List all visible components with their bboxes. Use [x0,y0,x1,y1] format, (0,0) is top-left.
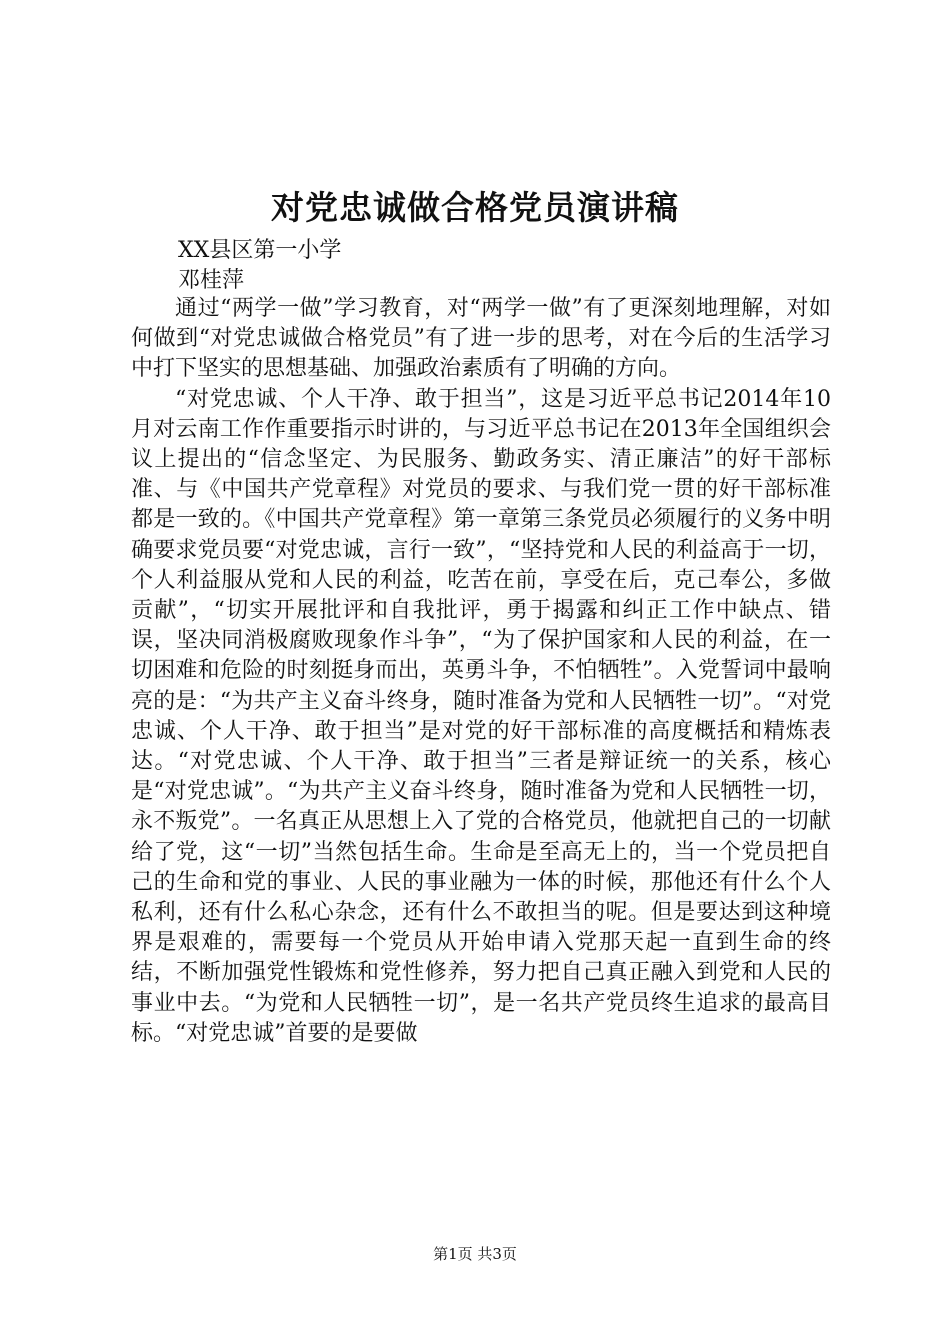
page-footer: 第1页 共3页 [433,1245,517,1263]
document-body [131,294,831,1049]
body-paragraph: 通过“两学一做”学习教育，对“两学一做”有了更深刻地理解，对如何做到“对党忠诚做合格党员”有了进一步的思考，对在今后的生活学习中打下坚实的思想基础、加强政治素质有了明确的方向。 [131,296,831,382]
document-title: 对党忠诚做合格党员演讲稿 [271,188,679,227]
organization-line: XX县区第一小学 [178,238,342,263]
body-paragraph: “对党忠诚、个人干净、敢于担当”，这是习近平总书记2014年10月对云南工作作重要指示时讲的，与习近平总书记在2013年全国组织会议上提出的“信念坚定、为民服务、勤政务实、清正廉洁”的好干部标准、与《中国共产党章程》对党员的要求、与我们党一贯的好干部标准都是一致的。《中国共产党章程》第一章第三条党员必须履行的义务中明确要求党员要“对党忠诚，言行一致”，“坚持党和人民的利益高于一切，个人利益服从党和人民的利益，吃苦在前，享受在后，克己奉公，多做贡献”，“切实开展批评和自我批评，勇于揭露和纠正工作中缺点、错误，坚决同消极腐败现象作斗争”，“为了保护国家和人民的利益，在一切困难和危险的时刻挺身而出，英勇斗争，不怕牺牲”。入党誓词中最响亮的是：“为共产主义奋斗终身，随时准备为党和人民牺牲一切”。“对党忠诚、个人干净、敢于担当”是对党的好干部标准的高度概括和精炼表达。“对党忠诚、个人干净、敢于担当”三者是辩证统一的关系，核心是“对党忠诚”。“为共产主义奋斗终身，随时准备为党和人民牺牲一切，永不叛党”。一名真正从思想上入了党的合格党员，他就把自己的一切献给了党，这“一切”当然包括生命。生命是至高无上的，当一个党员把自己的生命和党的事业、人民的事业融为一体的时候，那他还有什么个人私利，还有什么私心杂念，还有什么不敢担当的呢。但是要达到这种境界是艰难的，需要每一个党员从开始申请入党那天起一直到生命的终结，不断加强党性锻炼和党性修养，努力把自己真正融入到党和人民的事业中去。“为党和人民牺牲一切”，是一名共产党员终生追求的最高目标。“对党忠诚”首要的是要做 [131,386,831,1046]
author-line: 邓桂萍 [178,268,245,293]
